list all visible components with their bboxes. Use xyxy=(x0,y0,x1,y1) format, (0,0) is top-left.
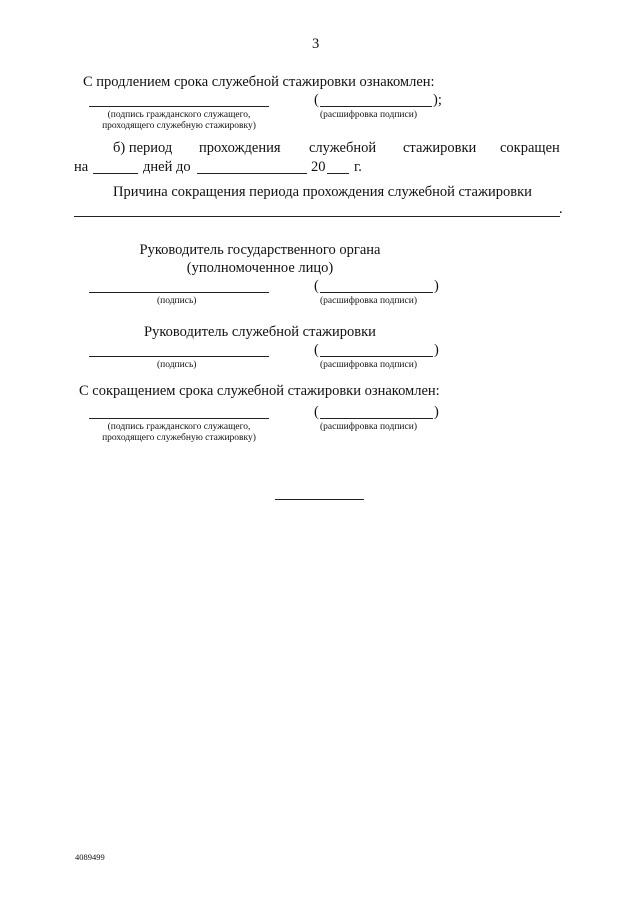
clause-year-prefix: 20 xyxy=(311,159,326,175)
reduction-signature-caption-line2: проходящего служебную стажировку) xyxy=(102,433,256,443)
internship-head-title: Руководитель служебной стажировки xyxy=(144,324,376,340)
clause-word-3: служебной xyxy=(309,140,377,156)
extension-signature-caption-line2: проходящего служебную стажировку) xyxy=(102,121,256,131)
clause-word-5: сокращен xyxy=(500,140,560,156)
extension-close-paren: ); xyxy=(433,92,442,108)
year-blank[interactable] xyxy=(327,173,349,174)
internship-signature-caption: (подпись) xyxy=(157,360,197,370)
clause-word-4: стажировки xyxy=(403,140,477,156)
internship-close-paren: ) xyxy=(434,342,439,358)
reduction-signature-caption xyxy=(79,422,279,444)
reason-end-dot: . xyxy=(559,201,563,217)
extension-open-paren: ( xyxy=(314,92,319,108)
end-separator xyxy=(275,499,364,500)
reduction-close-paren: ) xyxy=(434,404,439,420)
extension-signature-caption-line1: (подпись гражданского служащего, xyxy=(107,110,251,120)
reduction-heading: С сокращением срока служебной стажировки ознакомлен: xyxy=(79,383,440,399)
clause-days-to: дней до xyxy=(143,159,191,175)
head-signature-line[interactable] xyxy=(89,292,269,293)
head-title-line1: Руководитель государственного органа xyxy=(139,242,381,258)
extension-signature-caption xyxy=(79,110,279,132)
reason-text: Причина сокращения периода прохождения служебной стажировки xyxy=(113,184,532,200)
head-title-line2: (уполномоченное лицо) xyxy=(186,260,334,276)
reduction-decryption-line[interactable] xyxy=(320,418,433,419)
internship-decryption-caption: (расшифровка подписи) xyxy=(320,360,417,370)
extension-heading: С продлением срока служебной стажировки ознакомлен: xyxy=(83,74,435,90)
days-blank[interactable] xyxy=(93,173,138,174)
extension-signature-line[interactable] xyxy=(89,106,269,107)
internship-decryption-line[interactable] xyxy=(320,356,433,357)
footer-code: 4089499 xyxy=(75,852,105,862)
head-decryption-line[interactable] xyxy=(320,292,433,293)
head-open-paren: ( xyxy=(314,278,319,294)
head-decryption-caption: (расшифровка подписи) xyxy=(320,296,417,306)
head-signature-caption: (подпись) xyxy=(157,296,197,306)
clause-word-1: б) период xyxy=(113,140,173,156)
date-blank[interactable] xyxy=(197,173,307,174)
extension-decryption-caption: (расшифровка подписи) xyxy=(320,110,417,120)
reduction-open-paren: ( xyxy=(314,404,319,420)
head-close-paren: ) xyxy=(434,278,439,294)
reduction-signature-line[interactable] xyxy=(89,418,269,419)
internship-open-paren: ( xyxy=(314,342,319,358)
reduction-signature-caption-line1: (подпись гражданского служащего, xyxy=(107,422,251,432)
clause-year-suffix: г. xyxy=(354,159,362,175)
reduction-decryption-caption: (расшифровка подписи) xyxy=(320,422,417,432)
reason-line[interactable] xyxy=(74,216,560,217)
internship-signature-line[interactable] xyxy=(89,356,269,357)
clause-word-2: прохождения xyxy=(199,140,281,156)
clause-na: на xyxy=(74,159,89,175)
extension-decryption-line[interactable] xyxy=(320,106,432,107)
page-number: 3 xyxy=(312,36,320,52)
